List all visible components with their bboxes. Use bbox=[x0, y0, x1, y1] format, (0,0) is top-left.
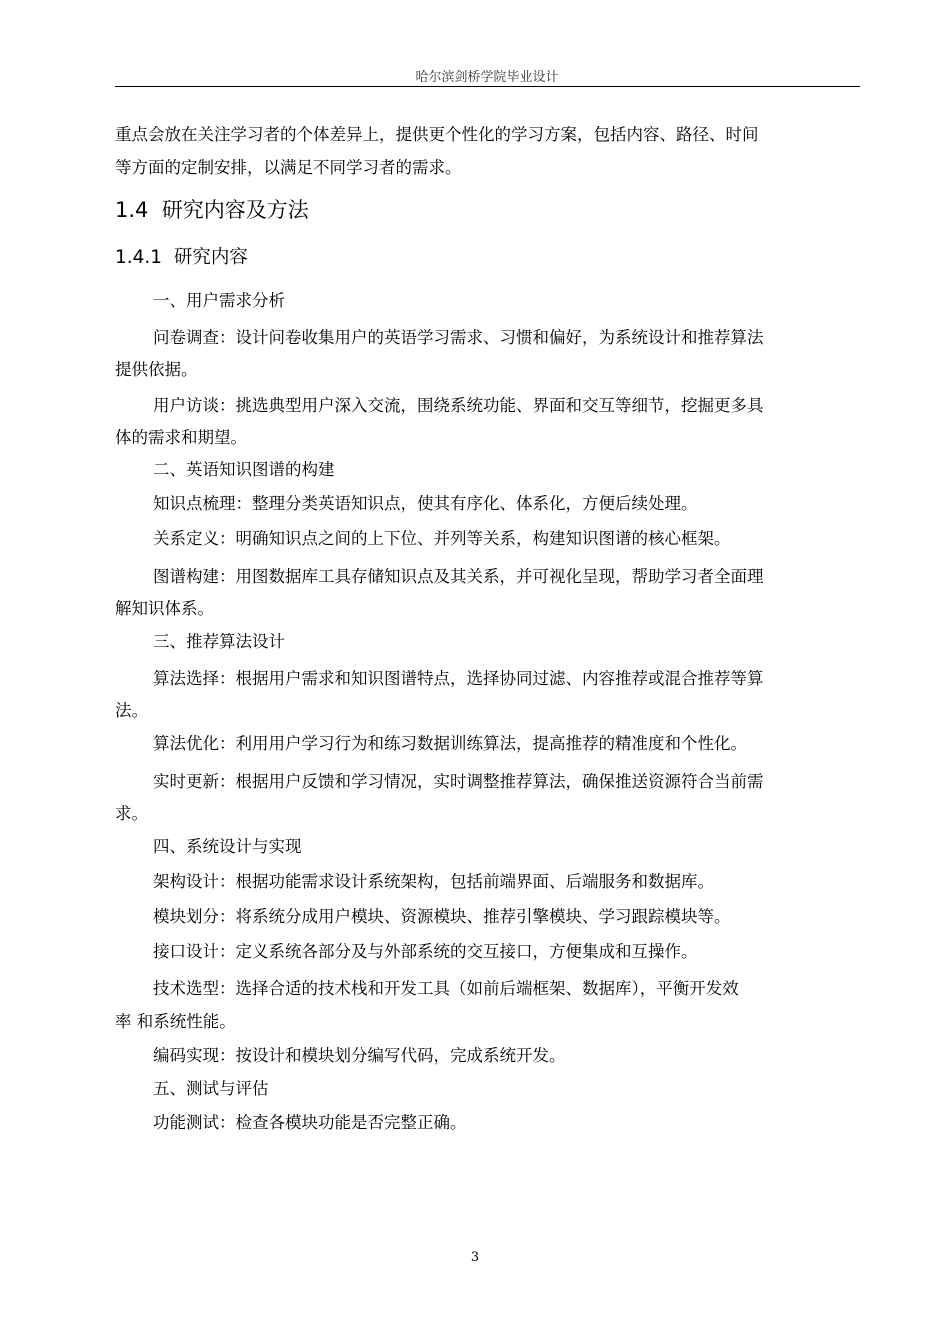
paragraph-line: 知识点梳理：整理分类英语知识点，使其有序化、体系化，方便后续处理。 bbox=[153, 494, 698, 513]
paragraph-line: 功能测试：检查各模块功能是否完整正确。 bbox=[153, 1113, 467, 1132]
paragraph-line: 问卷调查：设计问卷收集用户的英语学习需求、习惯和偏好，为系统设计和推荐算法 bbox=[153, 328, 764, 347]
paragraph-line: 率 和系统性能。 bbox=[115, 1012, 236, 1031]
item-heading: 五、测试与评估 bbox=[153, 1079, 269, 1098]
intro-line-1: 重点会放在关注学习者的个体差异上，提供更个性化的学习方案，包括内容、路径、时间 bbox=[115, 125, 759, 144]
paragraph-line: 图谱构建：用图数据库工具存储知识点及其关系，并可视化呈现，帮助学习者全面理 bbox=[153, 567, 764, 586]
paragraph-line: 关系定义：明确知识点之间的上下位、并列等关系，构建知识图谱的核心框架。 bbox=[153, 529, 731, 548]
paragraph-line: 算法优化：利用用户学习行为和练习数据训练算法，提高推荐的精准度和个性化。 bbox=[153, 734, 747, 753]
paragraph-line: 解知识体系。 bbox=[115, 599, 214, 618]
item-heading: 二、英语知识图谱的构建 bbox=[153, 460, 335, 479]
section-heading bbox=[115, 194, 309, 224]
paragraph-line: 提供依据。 bbox=[115, 360, 198, 379]
paragraph-line: 求。 bbox=[115, 804, 148, 823]
section-title: 研究内容及方法 bbox=[161, 198, 309, 222]
page-number: 3 bbox=[470, 1250, 480, 1265]
paragraph-line: 算法选择：根据用户需求和知识图谱特点，选择协同过滤、内容推荐或混合推荐等算 bbox=[153, 669, 764, 688]
subsection-heading bbox=[115, 243, 248, 269]
item-heading: 三、推荐算法设计 bbox=[153, 632, 285, 651]
section-number: 1.4 bbox=[115, 198, 149, 222]
page-header: 哈尔滨剑桥学院毕业设计 bbox=[415, 70, 559, 85]
paragraph-line: 模块划分：将系统分成用户模块、资源模块、推荐引擎模块、学习跟踪模块等。 bbox=[153, 907, 731, 926]
subsection-title: 研究内容 bbox=[173, 247, 248, 268]
paragraph-line: 法。 bbox=[115, 701, 148, 720]
subsection-number: 1.4.1 bbox=[115, 247, 163, 268]
paragraph-line: 架构设计：根据功能需求设计系统架构，包括前端界面、后端服务和数据库。 bbox=[153, 872, 714, 891]
intro-line-2: 等方面的定制安排，以满足不同学习者的需求。 bbox=[115, 158, 462, 177]
paragraph-line: 编码实现：按设计和模块划分编写代码，完成系统开发。 bbox=[153, 1046, 566, 1065]
header-rule bbox=[115, 86, 860, 87]
paragraph-line: 用户访谈：挑选典型用户深入交流，围绕系统功能、界面和交互等细节，挖掘更多具 bbox=[153, 396, 764, 415]
paragraph-line: 接口设计：定义系统各部分及与外部系统的交互接口，方便集成和互操作。 bbox=[153, 942, 698, 961]
paragraph-line: 实时更新：根据用户反馈和学习情况，实时调整推荐算法，确保推送资源符合当前需 bbox=[153, 772, 764, 791]
paragraph-line: 体的需求和期望。 bbox=[115, 428, 247, 447]
item-heading: 四、系统设计与实现 bbox=[153, 837, 302, 856]
paragraph-line: 技术选型：选择合适的技术栈和开发工具（如前后端框架、数据库），平衡开发效 bbox=[153, 979, 739, 998]
item-heading: 一、用户需求分析 bbox=[153, 291, 285, 310]
